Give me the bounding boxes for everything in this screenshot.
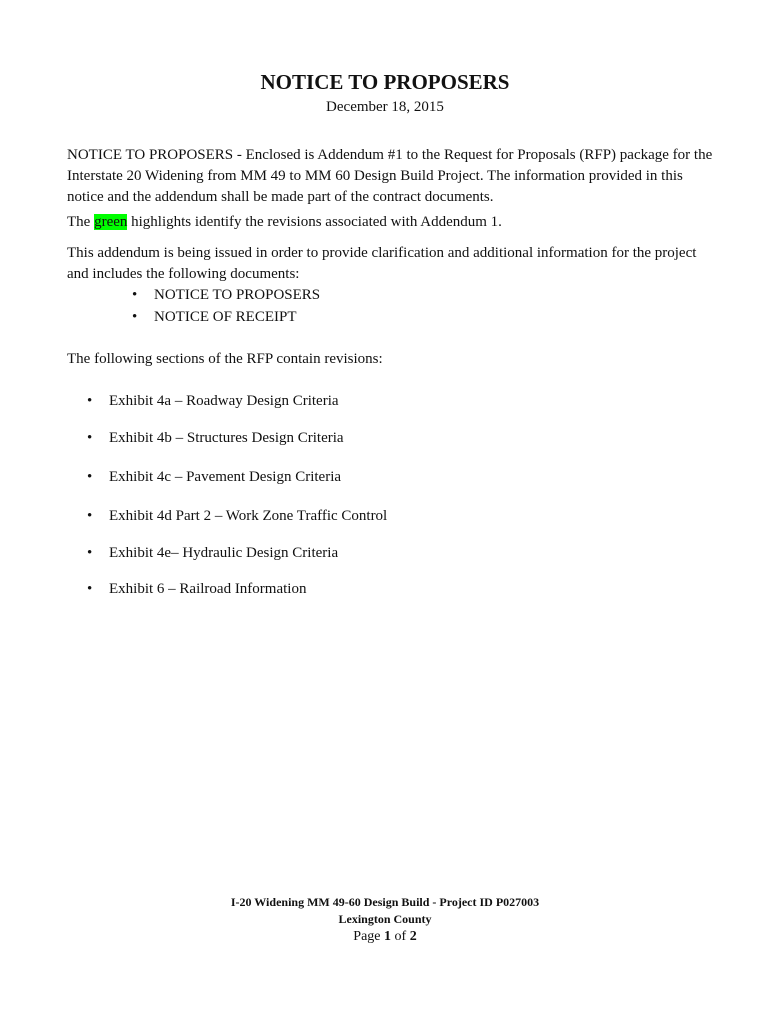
footer-project-line: I-20 Widening MM 49-60 Design Build - Project ID P027003 xyxy=(230,895,540,909)
list-item xyxy=(132,285,320,305)
list-item xyxy=(87,391,339,411)
page-number xyxy=(0,928,770,946)
highlight-paragraph xyxy=(67,212,717,233)
page-total: 2 xyxy=(409,929,417,944)
revised-section-label: Exhibit 4c – Pavement Design Criteria xyxy=(109,469,342,485)
revised-section-label: Exhibit 4a – Roadway Design Criteria xyxy=(109,393,339,409)
highlight-before-text: The xyxy=(67,214,95,230)
highlight-after-text: highlights identify the revisions associated with Addendum 1. xyxy=(127,214,502,230)
bullet-icon: • xyxy=(132,287,138,303)
document-title: NOTICE TO PROPOSERS xyxy=(260,70,510,94)
included-document-label: NOTICE OF RECEIPT xyxy=(154,309,297,325)
revised-section-label: Exhibit 4d Part 2 – Work Zone Traffic Control xyxy=(109,508,388,524)
green-highlight-word: green xyxy=(94,214,128,230)
document-date: December 18, 2015 xyxy=(326,99,444,115)
included-document-label: NOTICE TO PROPOSERS xyxy=(154,287,321,303)
bullet-icon: • xyxy=(87,508,93,524)
list-item xyxy=(87,579,306,599)
footer-county: Lexington County xyxy=(338,912,432,926)
page-of: of xyxy=(391,929,410,944)
bullet-icon: • xyxy=(87,469,93,485)
intro-paragraph: NOTICE TO PROPOSERS - Enclosed is Addendum #1 to the Request for Proposals (RFP) package for the Interstate 20 Widening from MM 49 to MM 60 Design Build Project. The information provided in this notice and the addendum shall be made part of the contract documents. xyxy=(67,147,713,205)
page-current: 1 xyxy=(384,929,392,944)
revisions-intro: The following sections of the RFP contain revisions: xyxy=(67,351,383,367)
bullet-icon: • xyxy=(87,545,93,561)
bullet-icon: • xyxy=(87,393,93,409)
revised-section-label: Exhibit 4b – Structures Design Criteria xyxy=(109,430,344,446)
list-item xyxy=(132,307,297,327)
bullet-icon: • xyxy=(87,430,93,446)
list-item xyxy=(87,467,341,487)
page-prefix: Page xyxy=(353,929,385,944)
revised-section-label: Exhibit 6 – Railroad Information xyxy=(109,581,307,597)
list-item xyxy=(87,543,338,563)
revised-section-label: Exhibit 4e– Hydraulic Design Criteria xyxy=(109,545,339,561)
list-item xyxy=(87,428,344,448)
list-item xyxy=(87,506,387,526)
bullet-icon: • xyxy=(132,309,138,325)
bullet-icon: • xyxy=(87,581,93,597)
addendum-paragraph: This addendum is being issued in order to provide clarification and additional information for the project and includes the following documents: xyxy=(67,245,697,282)
